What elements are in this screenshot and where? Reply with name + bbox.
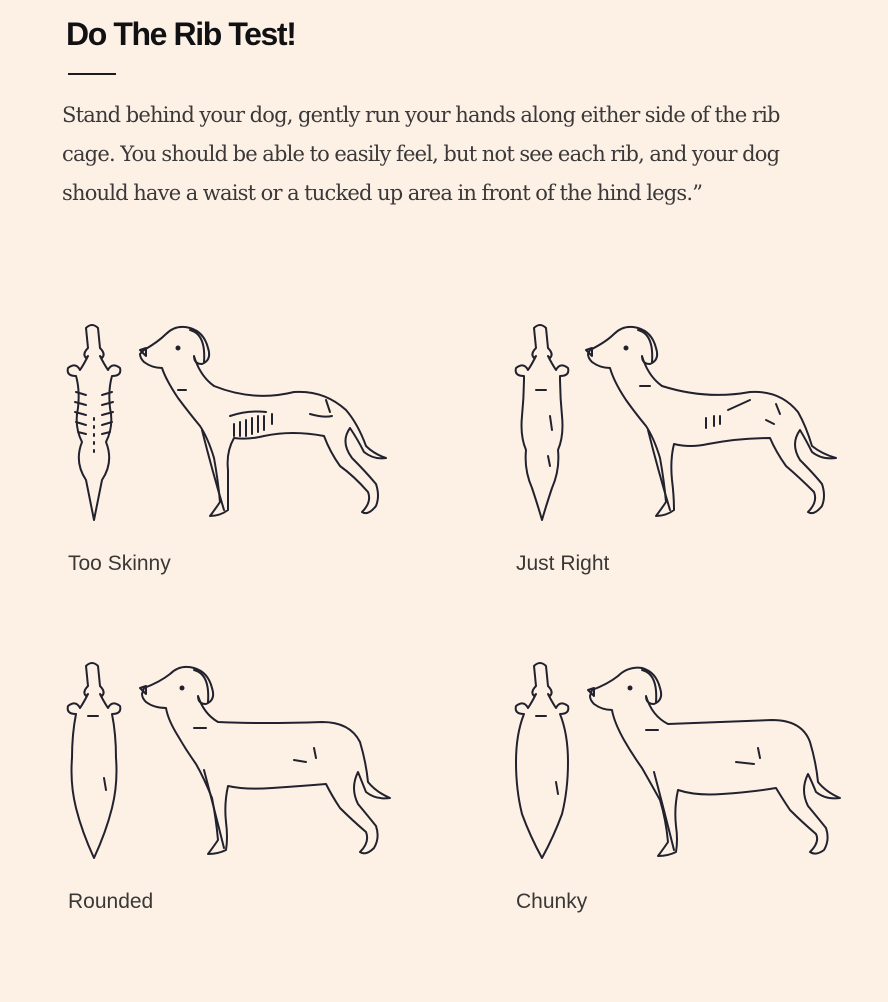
too-skinny-dog-icon (62, 320, 402, 530)
figure-caption: Rounded (68, 890, 154, 913)
dog-top-view (516, 325, 569, 520)
figure-too-skinny (62, 320, 422, 610)
dog-top-view (516, 663, 569, 858)
dog-side-view (586, 327, 836, 516)
figure-caption: Too Skinny (68, 552, 171, 575)
chunky-dog-icon (510, 658, 850, 868)
figure-just-right (510, 320, 870, 610)
dog-side-view (140, 327, 386, 516)
title-divider (68, 73, 116, 75)
dog-top-view (68, 325, 121, 520)
rounded-dog-icon (62, 658, 402, 868)
dog-side-view (588, 668, 840, 856)
just-right-dog-icon (510, 320, 850, 530)
dog-top-view (68, 663, 121, 858)
figure-rounded (62, 658, 422, 948)
figure-chunky (510, 658, 870, 948)
dog-side-view (140, 667, 390, 854)
figure-caption: Chunky (516, 890, 588, 913)
page-title: Do The Rib Test! (66, 16, 296, 52)
intro-paragraph: Stand behind your dog, gently run your hands along either side of the rib cage. You should be able to easily feel, but not see each rib, and your dog should have a waist or a tucked up area in front of the hind legs.” (62, 103, 780, 205)
figure-caption: Just Right (516, 552, 610, 575)
